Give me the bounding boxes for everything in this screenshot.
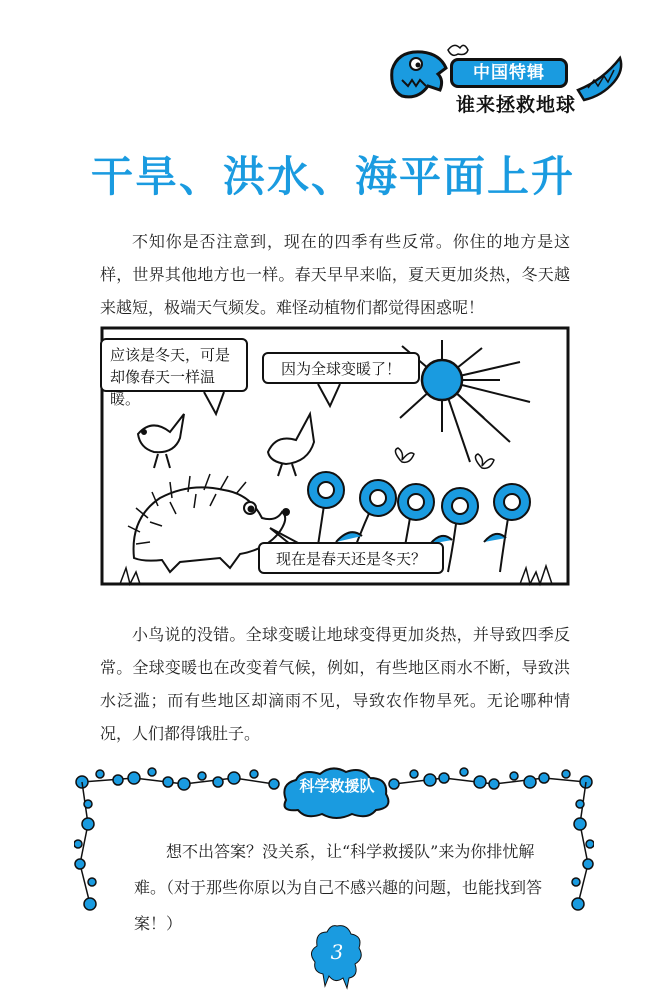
sun-icon [422,360,462,400]
speech-bubble-hedgehog: 现在是春天还是冬天？ [258,542,444,574]
science-rescue-label: 科学救援队 [299,777,375,795]
speech-bubble-bird-2: 因为全球变暖了！ [262,352,420,384]
science-rescue-box [74,764,594,933]
body-paragraph-1: 不知你是否注意到，现在的四季有些反常。你住的地方是这样，世界其他地方也一样。春天早早来临，夏天更加炎热，冬天越来越短，极端天气频发。难怪动植物们都觉得困惑呢！ [100,232,570,317]
series-logo [388,40,638,122]
series-badge: 中国特辑 [450,58,568,88]
body-paragraph-2: 小鸟说的没错。全球变暖让地球变得更加炎热，并导致四季反常。全球变暖也在改变着气候，例如，有些地区雨水不断，导致洪水泛滥；而有些地区却滴雨不见，导致农作物旱死。无论哪种情况，人们都得饿肚子。 [100,625,570,743]
science-rescue-text: 想不出答案？没关系，让“科学救援队”来为你排忧解难。（对于那些你原以为自己不感兴趣的问题，也能找到答案！） [134,842,543,933]
page-title: 干旱、洪水、海平面上升 [90,152,575,201]
comic-illustration [100,322,570,592]
speech-bubble-bird-1: 应该是冬天，可是却像春天一样温暖。 [100,338,248,392]
series-title: 谁来拯救地球 [456,94,577,116]
page-number: 3 [330,940,344,964]
